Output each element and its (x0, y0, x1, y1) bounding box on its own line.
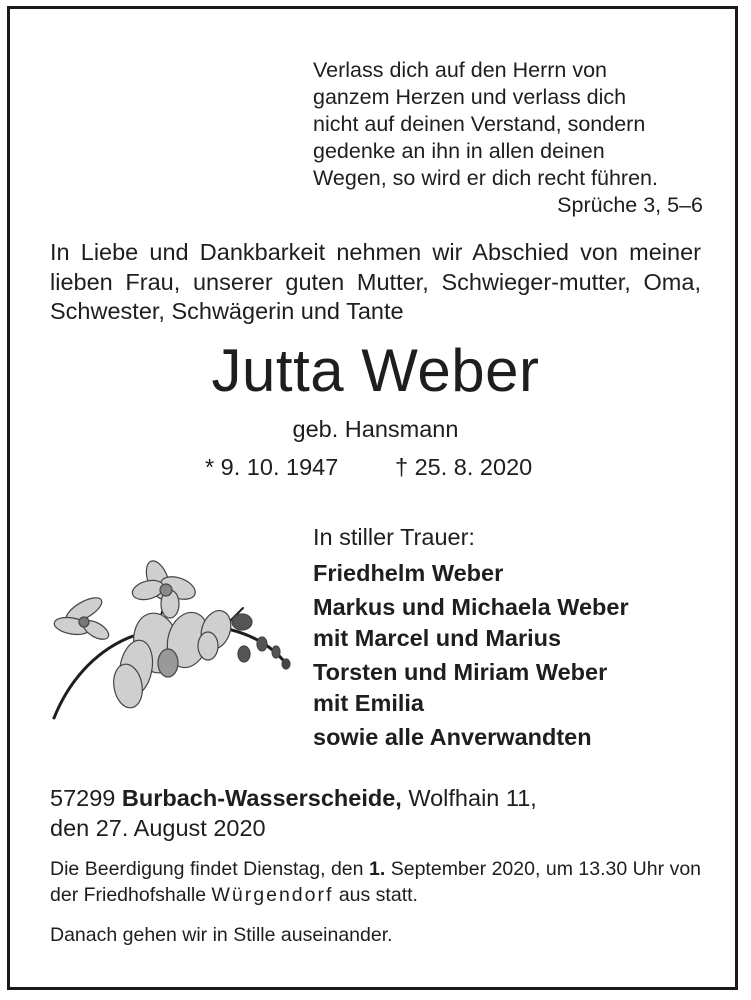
intro-text: In Liebe und Dankbarkeit nehmen wir Abschied von meiner lieben Frau, unserer guten Mutter, Schwieger-mutter, Oma, Schwester, Schwägerin und Tante (50, 239, 701, 324)
verse-line: Wegen, so wird er dich recht führen. (313, 166, 658, 190)
death-date: † 25. 8. 2020 (395, 454, 533, 480)
verse-line: Verlass dich auf den Herrn von (313, 58, 607, 82)
place-name: Burbach-Wasserscheide, (121, 785, 402, 811)
mourner-name: Markus und Michaela Weber (313, 594, 629, 620)
funeral-text: aus statt. (338, 883, 418, 906)
deceased-name: Jutta Weber (211, 337, 540, 404)
mourner-name: Friedhelm Weber (313, 559, 504, 586)
funeral-location: Würgendorf (211, 883, 334, 906)
closing-text: Danach gehen wir in Stille auseinander. (50, 924, 393, 946)
maiden-name: geb. Hansmann (292, 416, 459, 442)
mourner-name: mit Emilia (313, 689, 425, 716)
address-block (50, 784, 537, 843)
postcode: 57299 (50, 785, 116, 811)
bible-verse (313, 57, 703, 219)
verse-line: gedenke an ihn in allen deinen (313, 139, 605, 163)
mourner-name: mit Marcel und Marius (313, 624, 562, 651)
address-line (50, 784, 537, 814)
funeral-text: September 2020, um 13.30 Uhr von der Friedhofshalle (50, 858, 702, 906)
funeral-day: 1. (368, 858, 386, 880)
funeral-notice (50, 857, 701, 908)
mourners-block (313, 522, 629, 753)
funeral-text: Die Beerdigung findet Dienstag, den (50, 858, 364, 880)
verse-line: ganzem Herzen und verlass dich (313, 85, 627, 109)
verse-line: nicht auf deinen Verstand, sondern (313, 112, 646, 136)
date-line: den 27. August 2020 (50, 814, 266, 841)
orchid-branch-icon (48, 548, 298, 723)
mourner-name: sowie alle Anverwandten (313, 724, 592, 750)
street: Wolfhain 11, (408, 785, 537, 811)
mourning-heading: In stiller Trauer: (313, 524, 475, 550)
verse-reference: Sprüche 3, 5–6 (557, 193, 703, 217)
mourner-name: Torsten und Miriam Weber (313, 659, 608, 685)
birth-date: * 9. 10. 1947 (205, 454, 339, 480)
